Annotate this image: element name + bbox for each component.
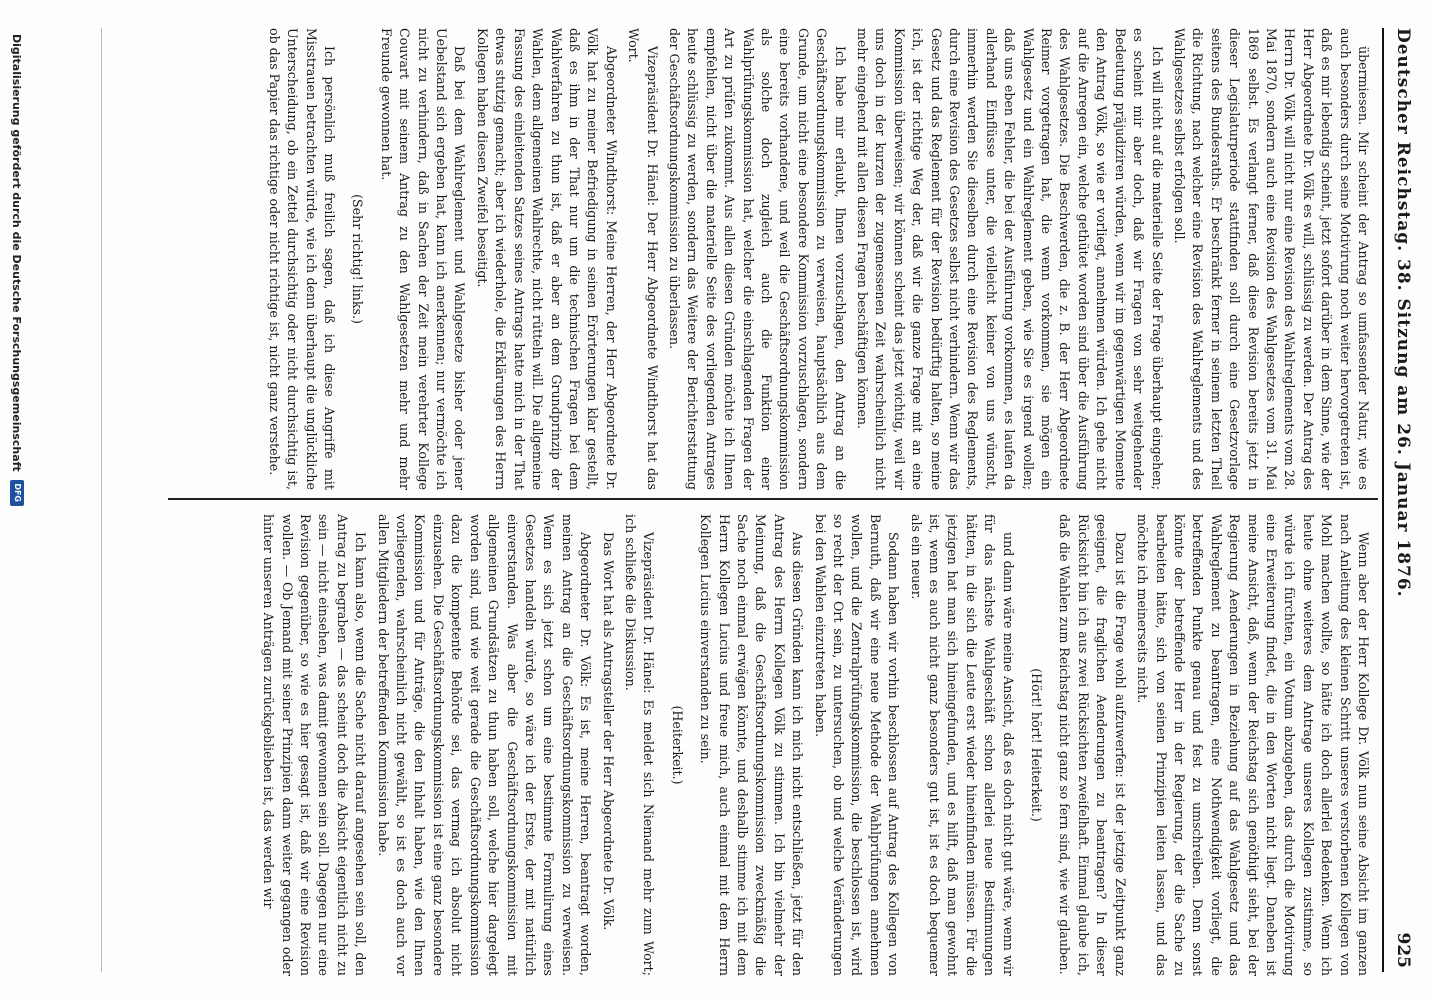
paragraph: Aus diesen Gründen kann ich mich nicht entschließen, jetzt für den Antrag des Herrn Kollegen Völk zu stimmen. Ich bin vielmehr der Meinung, daß die Geschäftsordnungskommission zweckmäßig die Sache noch einmal erwägen könnte, und deshalb stimme ich mit dem Herrn Kollegen Lucius und freue mich, auch einmal mit dem Herrn Kollegen Lucius einverstanden zu sein. <box>698 514 806 976</box>
speaker-paragraph: Abgeordneter Windthorst: Meine Herren, der Herr Abgeordnete Dr. Völk hat zu meiner Befriedigung in seinen Erörterungen klar gestellt, daß es ihm in der That nur um die technischen Fragen bei dem Wahlverfahren zu thun ist, daß er aber an dem Grundprinzip der Wahlen, dem allgemeinen Wahlrechte, nicht rütteln will. Die allgemeine Fassung des einleitenden Satzes seines Antrags hatte mich in der That etwas stutzig gemacht; aber ich wiederhole, die Erklärungen des Herrn Kollegen haben diesen Zweifel beseitigt. <box>474 28 619 490</box>
footer-rule <box>101 28 102 972</box>
credit-text: Digitalisierung gefördert durch die Deutsche Forschungsgemeinschaft <box>10 34 24 472</box>
paragraph: Ich kann also, wenn die Sache nicht darauf angesehen sein soll, den Antrag zu begraben — das scheint doch die Absicht eigentlich nicht zu sein — nicht einsehen, was damit gewonnen sein soll. Dagegen nur eine Revision gegenüber, so wie es hier gesagt ist, daß wir eine Revision wollen. — Ob Jemand mit seiner Prinzipien dann weiter gegangen oder hinter unseren Anträgen zurückgeblieben ist, das werden wir <box>261 514 369 976</box>
page-header <box>1386 28 1420 968</box>
paragraph: Ich persönlich muß freilich sagen, daß ich diese Angriffe mit Misstrauen betrachten würde, wie ich denn überhaupt die unglückliche Unterscheidung, ob ein Zettel durchsichtig oder nicht durchsichtig ist, ob das Papier das richtige oder nicht richtige ist, nicht ganz verstehe. <box>266 28 338 490</box>
paragraph: Ich habe mir erlaubt, Ihnen vorzuschlagen, den Antrag an die Geschäftsordnungskommission zu verweisen, hauptsächlich aus dem Grunde, um nicht eine besondere Kommission vorzuschlagen, sondern eine bereits vorhandene, und weil die Geschäftsordnungskommission als solche doch zugleich auch die Funktion einer Wahlprüfungskommission hat, welcher die einschlagenden Fragen der Art zu prüfen zukommt. Aus allen diesen Gründen möchte ich Ihnen empfehlen, nicht über die materielle Seite des vorliegenden Antrages heute schlüssig zu werden, sondern das Weitere der Berichterstattung der Geschäftsordnungskommission zu überlassen. <box>666 28 848 490</box>
paragraph: Das Wort hat als Antragsteller der Herr Abgeordnete Dr. Völk. <box>600 532 616 931</box>
interjection: (Sehr richtig! links.) <box>350 194 366 324</box>
speaker-paragraph: Vizepräsident Dr. Hänel: Der Herr Abgeordnete Windthorst hat das Wort. <box>626 28 660 490</box>
paragraph: Ich will nicht auf die materielle Seite der Frage überhaupt eingehen; es scheint mir aber doch, daß wir Fragen von sehr weitgehender Bedeutung präjudiziren würden, wenn wir im gegenwärtigen Momente den Antrag Völk, so wie er vorliegt, annehmen würden. Ich gehe nicht auf die Anregen ein, welche gethütet worden sind über die Ausführung des Wahlgesetzes. Die Beschwerden, die z. B. der Herr Abgeordnete Reimer vorgetragen hat, die wenn vorkommen, sie mögen ein Wahlgesetz und ein Wahlreglement geben, wie Sie es irgend wollen; daß uns eben Fehler, die bei der Ausführung vorkommen, es laufen da allerhand Einflüsse unter, die vielleicht keiner von uns wünscht, immerhin werden Sie dieselben durch eine Revision des Reglements, durch eine Revision des Gesetzes selbst nicht verhindern. Wenn wir das Gesetz und das Reglement für der Revision bedürftig halten, so meine ich, ist der richtige Weg der, daß wir die ganze Frage mit an eine Kommission überweisen; wir können scheint das jetzt wichtig, weil wir uns doch in der kurzen der zugemessenen Zeit wahrscheinlich nicht mehr eingehend mit allen diesen Fragen beschäftigen können. <box>855 28 1165 490</box>
right-column <box>172 514 1372 976</box>
paragraph: übermiesen. Mir scheint der Antrag so umfassender Natur, wie es auch besonders durch seine Motivirung noch weiter hervorgetreten ist, daß es mir lebendig scheint, jetzt sofort darüber in dem Sinne, wie der Herr Abgeordnete Dr. Völk es will, schlüssig zu werden. Der Antrag des Herrn Dr. Völk will nicht nur eine Revision des Wahlreglements vom 28. Mai 1870, sondern auch eine Revision des Wahlgesetzes vom 31. Mai 1869 selbst. Es verlangt ferner, daß diese Revision bereits jetzt in dieser Legislaturperiode stattfinden soll durch eine Gesetzvorlage seitens des Bundesraths. Er beschränkt ferner in seinem letzten Theil die Richtung, nach welcher eine Revision des Wahlreglements und des Wahlgesetzes selbst erfolgen soll. <box>1171 28 1371 490</box>
paragraph: Sodann haben wir vorhin beschlossen auf Antrag des Kollegen von Bernuth, daß wir eine neue Methode der Wahlprüfungen annehmen wollen, und die Zentralprüfungskommission, die beschlossen ist, wird so recht der Ort sein, zu untersuchen, ob und welche Veränderungen bei den Wahlen einzutreten haben. <box>812 514 902 976</box>
dfg-logo: DFG <box>10 480 24 506</box>
left-column <box>172 28 1372 490</box>
page-number: 925 <box>1393 932 1413 968</box>
digitization-credit <box>10 34 24 506</box>
page-title: Deutscher Reichstag. 38. Sitzung am 26. Januar 1876. <box>1393 28 1413 598</box>
header-rule <box>1382 28 1384 972</box>
column-divider <box>168 498 1378 500</box>
speaker-paragraph: Abgeordneter Dr. Völk: Es ist, meine Herren, beantragt worden, meinen Antrag an die Geschäftsordnungskommission zu verweisen. Wenn es sich jetzt schon um eine bestimmte Formulirung eines Gesetzes handeln würde, so wäre ich der Erste, der mit natürlich einverstanden. Was aber die Geschäftsordnungskommission mit allgemeinen Grundsätzen zu thun haben soll, welche hier dargelegt worden sind, und wie weit gerade die Geschäftsordnungskommission dazu die kompetente Behörde sei, das vermag ich absolut nicht einzusehen. Die Geschäftsordnungskommission ist eine ganz besondere Kommission und für Anträge, die den Inhalt haben, wie den Ihnen vorliegenden, wahrscheinlich nicht gewählt, so ist es doch auch vor allen Mitgliedern der betreffenden Kommission habe. <box>375 514 594 976</box>
interjection: (Heiterkeit.) <box>669 705 685 785</box>
paragraph: und dann wäre meine Ansicht, daß es doch nicht gut wäre, wenn wir für das nächste Wahlgeschäft schon allerlei neue Bestimmungen hätten, in die sich die Leute erst wieder hineinfinden müssen. Für die jetzigen hat man sich hineingefunden, und es hilft, daß man gewohnt ist, wenn es auch nicht ganz besonders gut ist, ist es doch bequemer als ein neuer. <box>908 514 1016 976</box>
paragraph: Wenn aber der Herr Kollege Dr. Völk nun seine Absicht im ganzen nach Anleitung des kleinen Schritt unseres verstorbenen Kollegen von Mohl machen wollte, so hätte ich doch allerlei Bedenken. Wenn ich heute ohne weiteres dem Antrage unseres Kollegen zustimme, so würde ich fürchten, ein Votum abzugeben, das durch die Motivirung eine Erweiterung findet, die in den Worten nicht liegt. Daneben ist meine Ansicht, daß, wenn der Reichstag sich genöthigt sieht, bei der Regierung Aenderungen in Beziehung auf das Wahlgesetz und das Wahlreglement zu beantragen, eine Nothwendigkeit vorliegt, die betreffenden Punkte genau und fest zu umschreiben. Denn sonst könnte der betreffende Herr in der Regierung, der die Sache zu bearbeiten hätte, sich von seinen Prinzipien leiten lassen, und das möchte ich meinerseits nicht. <box>1135 514 1371 976</box>
interjection: (Hört! hört! Heiterkeit.) <box>1029 668 1045 822</box>
paragraph: Daß bei dem Wahlreglement und Wahlgesetze bisher oder jener Uebelstand sich ergeben hat, kann ich anerkennen; nur vermöchte ich nicht zu verhindern, daß in Sachen der Zeit mein verehrter Kollege Couvart mit seinem Antrag zu den Wahlgesetzen mehr und mehr Freunde gewonnen hat. <box>378 28 468 490</box>
paragraph: Dazu ist die Frage wohl aufzuwerfen: ist der jetzige Zeitpunkt ganz geeignet, die fraglichen Aenderungen zu beantragen? In dieser Rücksicht bin ich aus zwei Rücksichten zweifelhaft. Einmal glaube ich, daß die Wahlen zum Reichstag nicht ganz so fern sind, wie wir glauben. <box>1057 514 1128 976</box>
speaker-paragraph: Vizepräsident Dr. Hänel: Es meldet sich Niemand mehr zum Wort; ich schließe die Diskussion. <box>622 514 657 976</box>
